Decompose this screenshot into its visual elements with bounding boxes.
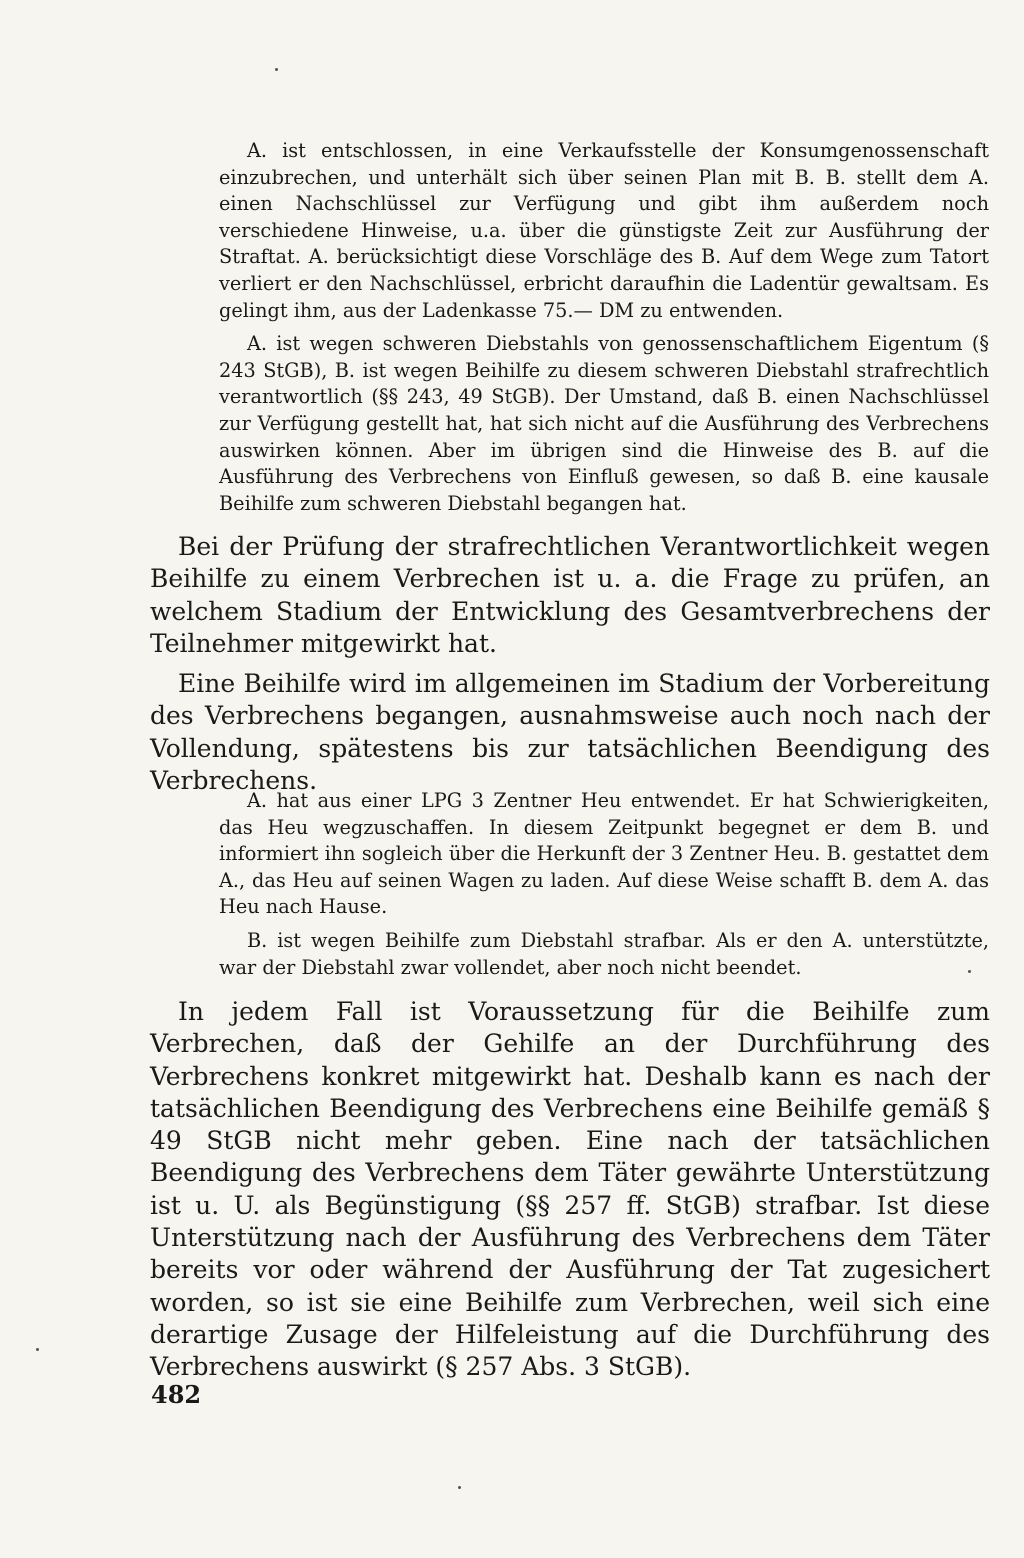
scan-speck [275,68,278,71]
example-block-1 [219,138,989,524]
main-paragraph-1-block [150,531,990,660]
main-paragraph-3: In jedem Fall ist Voraussetzung für die Beihilfe zum Verbrechen, daß der Gehilfe an der Durchführung des Verbrechens konkret mitgewirkt hat. Deshalb kann es nach der tatsächlichen Beendigung des Verbrechens eine Beihilfe gemäß § 49 StGB nicht mehr geben. Eine nach der tatsächlichen Beendigung des Verbrechens dem Täter gewährte Unterstützung ist u. U. als Begünstigung (§§ 257 ff. StGB) strafbar. Ist diese Unterstützung nach der Ausführung des Verbrechens dem Täter bereits vor oder während der Ausführung der Tat zugesichert worden, so ist sie eine Beihilfe zum Verbrechen, weil sich eine derartige Zusage der Hilfeleistung auf die Durchführung des Verbrechens auswirkt (§ 257 Abs. 3 StGB). [150,997,990,1382]
example-1-paragraph-2: A. ist wegen schweren Diebstahls von genossenschaftlichem Eigentum (§ 243 StGB), B. ist wegen Beihilfe zu diesem schweren Diebstahl strafrechtlich verantwortlich (§§ 243, 49 StGB). Der Umstand, daß B. einen Nachschlüssel zur Verfügung gestellt hat, hat sich nicht auf die Ausführung des Verbrechens auswirken können. Aber im übrigen sind die Hinweise des B. auf die Ausführung des Verbrechens von Einfluß gewesen, so daß B. eine kausale Beihilfe zum schweren Diebstahl begangen hat. [219,332,989,515]
example-block-2 [219,788,989,988]
scan-speck [968,970,971,973]
main-paragraph-2-block [150,668,990,797]
main-paragraph-3-block [150,996,990,1384]
scan-speck [36,1348,39,1351]
example-2-paragraph-2: B. ist wegen Beihilfe zum Diebstahl strafbar. Als er den A. unterstützte, war der Diebstahl zwar vollendet, aber noch nicht beendet. [219,928,989,979]
main-paragraph-2: Eine Beihilfe wird im allgemeinen im Stadium der Vorbereitung des Verbrechens begangen, ausnahmsweise auch noch nach der Vollendung, spätestens bis zur tatsächlichen Beendigung des Verbrechens. [150,669,990,795]
main-paragraph-1: Bei der Prüfung der strafrechtlichen Verantwortlichkeit wegen Beihilfe zu einem Verbrechen ist u. a. die Frage zu prüfen, an welchem Stadium der Entwicklung des Gesamtverbrechens der Teilnehmer mitgewirkt hat. [150,532,990,658]
example-2-paragraph-1: A. hat aus einer LPG 3 Zentner Heu entwendet. Er hat Schwierigkeiten, das Heu wegzuschaffen. In diesem Zeitpunkt begegnet er dem B. und informiert ihn sogleich über die Herkunft der 3 Zentner Heu. B. gestattet dem A., das Heu auf seinen Wagen zu laden. Auf diese Weise schafft B. dem A. das Heu nach Hause. [219,789,989,919]
example-1-paragraph-1: A. ist entschlossen, in eine Verkaufsstelle der Konsumgenossenschaft einzubrechen, und unterhält sich über seinen Plan mit B. B. stellt dem A. einen Nachschlüssel zur Verfügung und gibt ihm außerdem noch verschiedene Hinweise, u.a. über die günstigste Zeit zur Ausführung der Straftat. A. berücksichtigt diese Vorschläge des B. Auf dem Wege zum Tatort verliert er den Nachschlüssel, erbricht daraufhin die Ladentür gewaltsam. Es gelingt ihm, aus der Ladenkasse 75.— DM zu entwenden. [219,139,989,322]
page-number: 482 [151,1380,202,1409]
scan-speck [458,1486,461,1489]
